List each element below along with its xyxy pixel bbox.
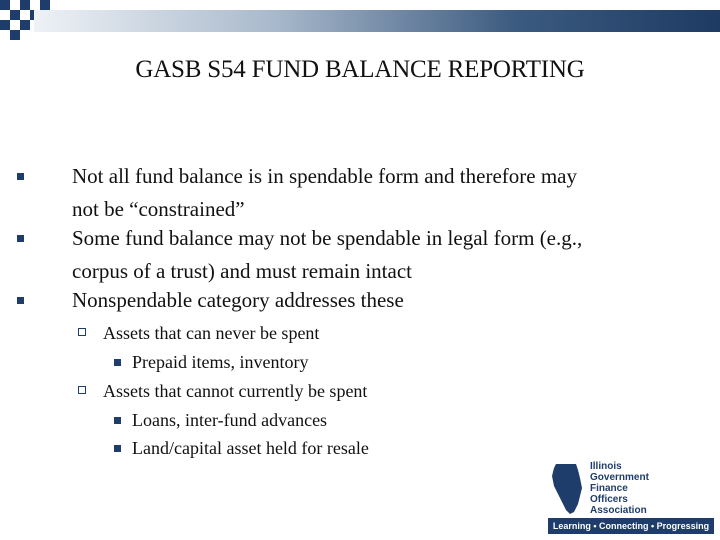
sub-sub-bullet-text: Loans, inter-fund advances: [132, 410, 328, 430]
logo-tagline: Learning • Connecting • Progressing: [548, 518, 714, 534]
bullet-marker-icon: [17, 235, 24, 242]
bullet-marker-icon: [17, 297, 24, 304]
bullet-text-line: Some fund balance may not be spendable in legal form (e.g.,: [72, 226, 583, 250]
bullet-text-line: corpus of a trust) and must remain intact: [72, 259, 412, 283]
bullet-marker-icon: [114, 417, 121, 424]
sub-sub-bullet-item: [132, 437, 369, 459]
bullet-marker-icon: [114, 359, 121, 366]
sub-bullet-item: [103, 322, 319, 344]
bullet-text-line: Not all fund balance is in spendable form and therefore may: [72, 164, 577, 188]
hollow-square-bullet-icon: [78, 386, 86, 394]
sub-bullet-item: [103, 380, 367, 402]
bullet-marker-icon: [17, 173, 24, 180]
slide-title: GASB S54 FUND BALANCE REPORTING: [135, 56, 585, 83]
logo-line: Government: [590, 472, 649, 483]
sub-sub-bullet-text: Prepaid items, inventory: [132, 352, 309, 372]
hollow-square-bullet-icon: [78, 328, 86, 336]
logo-line: Illinois: [590, 461, 622, 472]
bullet-item: [72, 284, 682, 317]
sub-bullet-text: Assets that can never be spent: [103, 323, 320, 343]
logo-line: Finance: [590, 483, 628, 494]
bullet-item: [72, 160, 682, 226]
gfoa-logo: [548, 460, 718, 536]
bullet-item: [72, 222, 682, 288]
logo-line: Association: [590, 505, 647, 516]
logo-text: [590, 461, 649, 516]
sub-sub-bullet-item: [132, 409, 327, 431]
bullet-text-line: Nonspendable category addresses these: [72, 288, 404, 312]
bullet-text-line: not be “constrained”: [72, 197, 245, 221]
illinois-state-icon: [550, 462, 586, 516]
bullet-marker-icon: [114, 445, 121, 452]
sub-sub-bullet-text: Land/capital asset held for resale: [132, 438, 369, 458]
logo-line: Officers: [590, 494, 628, 505]
sub-bullet-text: Assets that cannot currently be spent: [103, 381, 368, 401]
sub-sub-bullet-item: [132, 351, 308, 373]
